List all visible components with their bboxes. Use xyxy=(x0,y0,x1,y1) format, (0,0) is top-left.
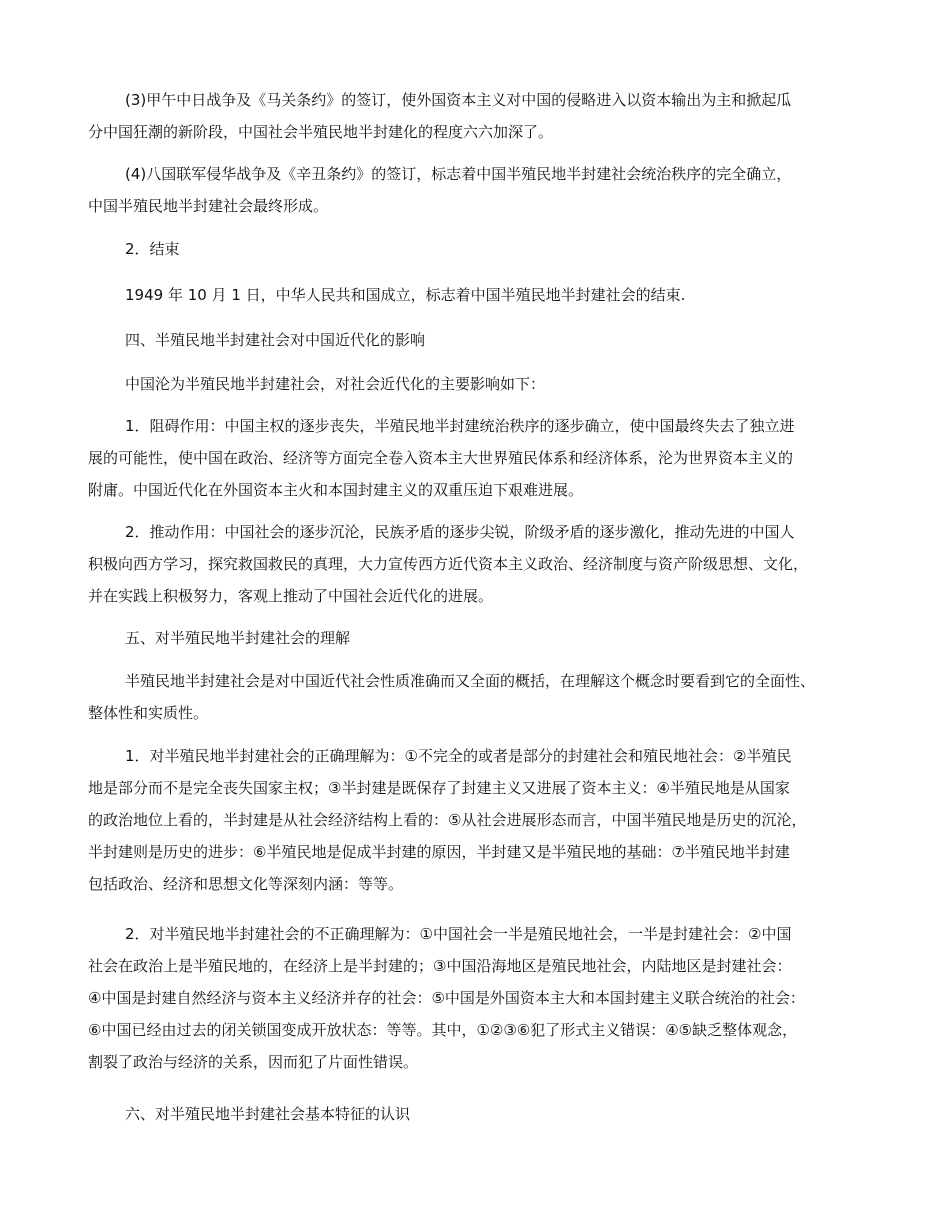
text-line: (4)八国联军侵华战争及《辛丑条约》的签订，标志着中国半殖民地半封建社会统治秩序的完全确立， xyxy=(125,165,792,183)
section-heading-6 xyxy=(88,1098,878,1130)
text-line: 社会在政治上是半殖民地的，在经济上是半封建的；③中国沿海地区是殖民地社会，内陆地区是封建社会： xyxy=(88,957,792,975)
text-line: 附庸。中国近代化在外国资本主火和本国封建主义的双重压迫下艰难进展。 xyxy=(88,481,584,499)
paragraph-incorrect-understanding xyxy=(88,918,878,1078)
text-line: ⑥中国已经由过去的闭关锁国变成开放状态：等等。其中，①②③⑥犯了形式主义错误：④⑤缺乏整体观念， xyxy=(88,1021,798,1039)
text-line: 的政治地位上看的，半封建是从社会经济结构上看的：⑤从社会进展形态而言，中国半殖民地是历史的沉沦， xyxy=(88,811,807,829)
subheading-ending xyxy=(88,233,878,265)
section-heading-5 xyxy=(88,622,878,654)
text-line: ④中国是封建自然经济与资本主义经济并存的社会：⑤中国是外国资本主大和本国封建主义联合统治的社会： xyxy=(88,989,805,1007)
text-line: 并在实践上积极努力，客观上推动了中国社会近代化的进展。 xyxy=(88,587,494,605)
text-line: 展的可能性，使中国在政治、经济等方面完全卷入资本主大世界殖民体系和经济体系，沦为世界资本主义的 xyxy=(88,449,794,467)
text-line: 积极向西方学习，探究救国救民的真理，大力宣传西方近代资本主义政治、经济制度与资产阶级思想、文化， xyxy=(88,555,809,573)
text-line: 地是部分而不是完全丧失国家主权；③半封建是既保存了封建主义又进展了资本主义：④半殖民地是从国家 xyxy=(88,779,790,797)
text-line: 中国沦为半殖民地半封建社会，对社会近代化的主要影响如下： xyxy=(125,375,546,393)
paragraph-promoting-role xyxy=(88,516,878,612)
text-line: 2．结束 xyxy=(125,240,180,258)
text-line: 2．推动作用：中国社会的逐步沉沦，民族矛盾的逐步尖锐，阶级矛盾的逐步激化，推动先进的中国人 xyxy=(125,523,795,541)
section-heading-4 xyxy=(88,324,878,356)
paragraph-intro-influence xyxy=(88,368,878,400)
paragraph-hindering-role xyxy=(88,410,878,506)
text-line: 1．阻碍作用：中国主权的逐步丧失，半殖民地半封建统治秩序的逐步确立，使中国最终失去了独立进 xyxy=(125,417,795,435)
text-line: 中国半殖民地半封建社会最终形成。 xyxy=(88,197,329,215)
paragraph-correct-understanding xyxy=(88,740,878,900)
text-line: 六、对半殖民地半封建社会基本特征的认识 xyxy=(125,1105,411,1123)
text-line: 包括政治、经济和思想文化等深刻内涵：等等。 xyxy=(88,875,404,893)
text-line: (3)甲午中日战争及《马关条约》的签订，使外国资本主义对中国的侵略进入以资本输出为主和掀起瓜 xyxy=(125,91,792,109)
text-line: 分中国狂潮的新阶段，中国社会半殖民地半封建化的程度六六加深了。 xyxy=(88,123,554,141)
text-line: 四、半殖民地半封建社会对中国近代化的影响 xyxy=(125,331,426,349)
text-line: 半封建则是历史的进步：⑥半殖民地是促成半封建的原因，半封建又是半殖民地的基础：⑦半殖民地半封建 xyxy=(88,843,790,861)
paragraph-item-3-marugan-treaty xyxy=(88,84,878,148)
text-line: 整体性和实质性。 xyxy=(88,704,209,722)
paragraph-item-4-boxer-protocol xyxy=(88,158,878,222)
text-line: 割裂了政治与经济的关系，因而犯了片面性错误。 xyxy=(88,1053,419,1071)
text-line: 2．对半殖民地半封建社会的不正确理解为：①中国社会一半是殖民地社会，一半是封建社会：②中国 xyxy=(125,925,792,943)
text-line: 1．对半殖民地半封建社会的正确理解为：①不完全的或者是部分的封建社会和殖民地社会：②半殖民 xyxy=(125,747,792,765)
paragraph-prc-founding xyxy=(88,279,878,311)
text-line: 五、对半殖民地半封建社会的理解 xyxy=(125,629,351,647)
text-line: 1949 年 10 月 1 日，中华人民共和国成立，标志着中国半殖民地半封建社会的结束. xyxy=(125,286,686,304)
paragraph-understanding-intro xyxy=(88,665,878,729)
text-line: 半殖民地半封建社会是对中国近代社会性质准确而又全面的概括，在理解这个概念时要看到它的全面性、 xyxy=(125,672,816,690)
